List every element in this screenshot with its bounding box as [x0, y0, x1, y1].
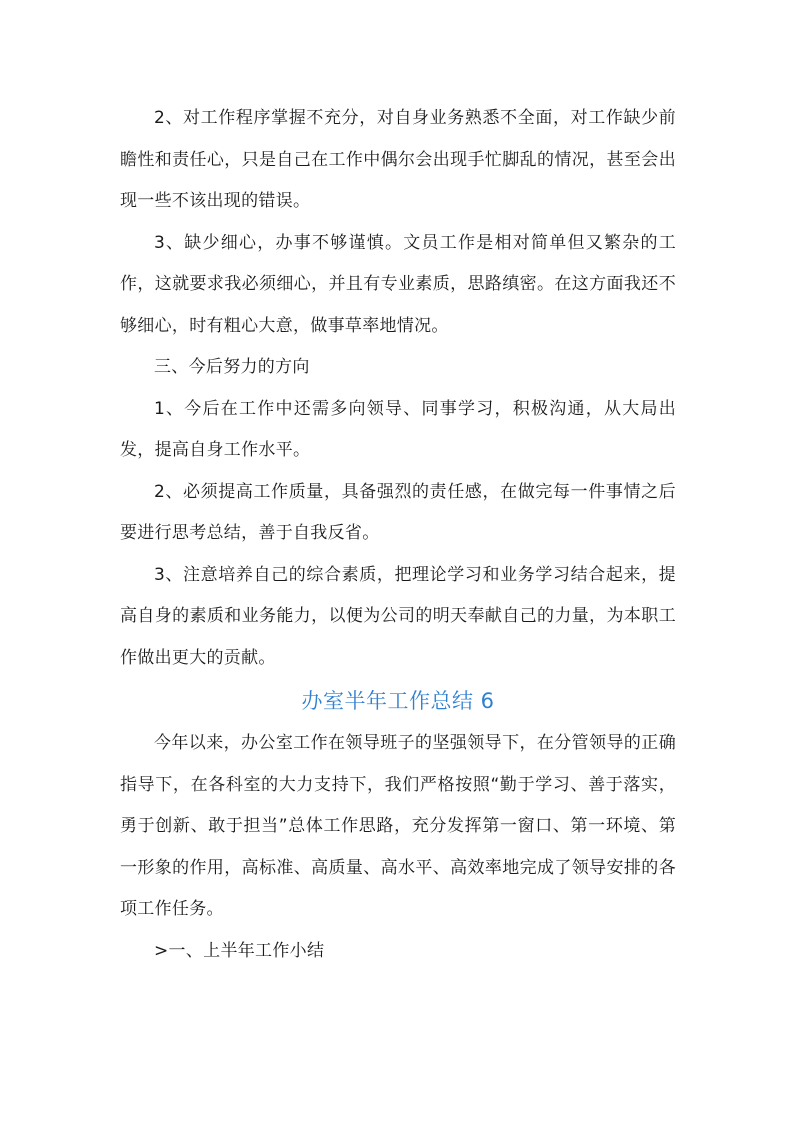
document-body — [120, 98, 676, 972]
subheading-future-direction: 三、今后努力的方向 — [154, 357, 310, 377]
section-title: 办室半年工作总结 6 — [301, 689, 495, 713]
paragraph-point-3-carefulness: 3、缺少细心，办事不够谨慎。文员工作是相对简单但又繁杂的工作，这就要求我必须细心，并且有专业素质，思路缜密。在这方面我还不够细心，时有粗心大意，做事草率地情况。 — [120, 232, 676, 336]
subheading-first-half-summary: >一、上半年工作小结 — [154, 940, 325, 961]
paragraph-future-1: 1、今后在工作中还需多向领导、同事学习，积极沟通，从大局出发，提高自身工作水平。 — [120, 398, 676, 460]
paragraph-future-2: 2、必须提高工作质量，具备强烈的责任感，在做完每一件事情之后要进行思考总结，善于自我反省。 — [120, 481, 676, 543]
paragraph-point-2-procedure: 2、对工作程序掌握不充分，对自身业务熟悉不全面，对工作缺少前瞻性和责任心，只是自己在工作中偶尔会出现手忙脚乱的情况，甚至会出现一些不该出现的错误。 — [120, 108, 676, 211]
paragraph-future-3: 3、注意培养自己的综合素质，把理论学习和业务学习结合起来，提高自身的素质和业务能力，以便为公司的明天奉献自己的力量，为本职工作做出更大的贡献。 — [120, 564, 676, 668]
paragraph-intro: 今年以来，办公室工作在领导班子的坚强领导下，在分管领导的正确指导下，在各科室的大力支持下，我们严格按照“勤于学习、善于落实，勇于创新、敢于担当”总体工作思路，充分发挥第一窗口、第一环境、第一形象的作用，高标准、高质量、高水平、高效率地完成了领导安排的各项工作任务。 — [120, 733, 676, 919]
